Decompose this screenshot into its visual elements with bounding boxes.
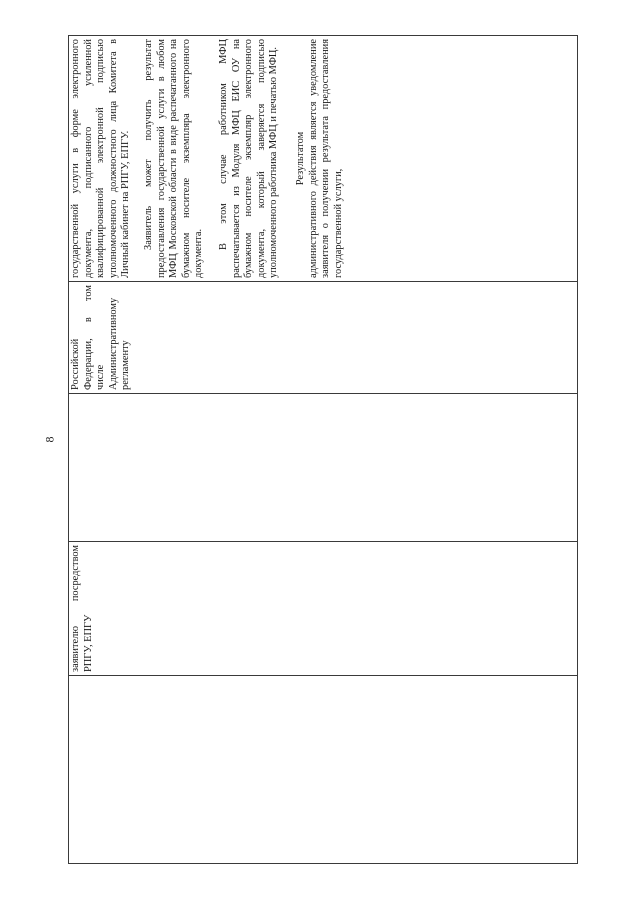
page-number: 8	[42, 436, 57, 443]
result-paragraph-4: административного действия является уведомление заявителя о получении результата предоставления государственной услуги,	[307, 39, 344, 278]
result-paragraph-4-heading: Результатом	[294, 131, 306, 186]
table-cell-col3	[69, 394, 578, 542]
result-paragraph-3: В этом случае работником МФЦ распечатывается из Модуля МФЦ ЕИС ОУ на бумажном носителе экземпляр электронного документа, который заверяется подписью уполномоченного работника МФЦ и печатью МФЦ.	[217, 39, 280, 278]
table-row	[69, 36, 578, 864]
cell-col2-text: заявителю посредством РПГУ, ЕПГУ	[70, 545, 94, 672]
result-paragraph-1: государственной услуги в форме электронного документа, подписанного усиленной квалифицированной электронной подписью уполномоченного должностного лица Комитета в Личный кабинет на РПГУ, ЕПГУ.	[70, 39, 132, 278]
procedure-table	[68, 35, 578, 864]
result-paragraph-2: Заявитель может получить результат предоставления государственной услуги в любом МФЦ Московской области в виде распечатанного на бумажном носителе экземпляра электронного документа.	[142, 39, 205, 278]
cell-col4-text: Российской Федерации, в том числе Административному регламенту	[70, 285, 132, 390]
table-cell-col5	[69, 36, 578, 282]
table-cell-col4	[69, 282, 578, 394]
table-cell-col1	[69, 676, 578, 864]
table-cell-col2	[69, 542, 578, 676]
rotated-page	[68, 36, 578, 864]
rotated-table-frame	[68, 36, 578, 864]
